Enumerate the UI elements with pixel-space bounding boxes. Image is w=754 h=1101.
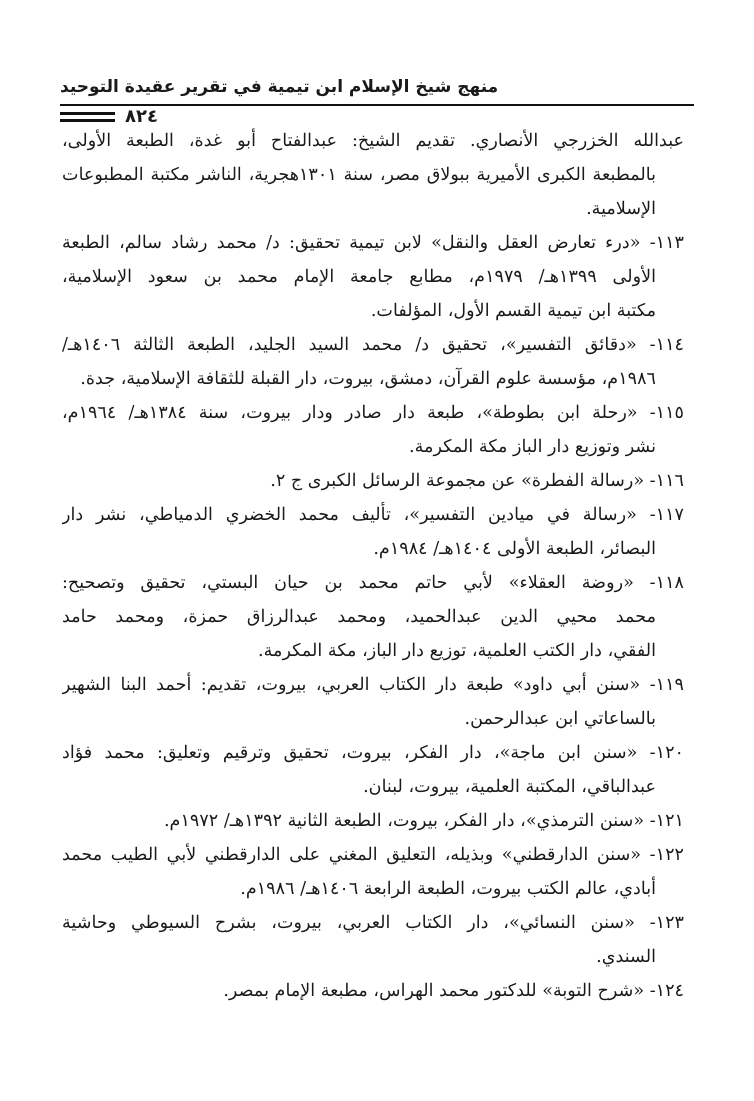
entry-line: ١١٧- «رسالة في ميادين التفسير»، تأليف محمد الخضري الدمياطي، نشر دار bbox=[62, 505, 684, 525]
entry-line: ١٢١- «سنن الترمذي»، دار الفكر، بيروت، الطبعة الثانية ١٣٩٢هـ/ ١٩٧٢م. bbox=[163, 811, 684, 831]
bibliography-entry bbox=[62, 328, 684, 396]
running-title: منهج شيخ الإسلام ابن تيمية في تقرير عقيدة التوحيد bbox=[60, 77, 499, 97]
entry-line: مكتبة ابن تيمية القسم الأول، المؤلفات. bbox=[370, 301, 656, 321]
page-number: ٨٢٤ bbox=[125, 106, 158, 127]
bibliography-list bbox=[62, 124, 684, 1008]
entry-line: الأولى ١٣٩٩هـ/ ١٩٧٩م، مطابع جامعة الإمام محمد بن سعود الإسلامية، bbox=[62, 267, 656, 287]
entry-line: أبادي، عالم الكتب بيروت، الطبعة الرابعة ١٤٠٦هـ/ ١٩٨٦م. bbox=[240, 879, 656, 899]
entry-line: ١١٦- «رسالة الفطرة» عن مجموعة الرسائل الكبرى ج ٢. bbox=[270, 471, 684, 491]
entry-line: ١٩٨٦م، مؤسسة علوم القرآن، دمشق، بيروت، دار القبلة للثقافة الإسلامية، جدة. bbox=[80, 369, 656, 389]
entry-line: عبدالباقي، المكتبة العلمية، بيروت، لبنان. bbox=[363, 777, 656, 797]
page-header bbox=[60, 72, 694, 132]
entry-line: ١٢٤- «شرح التوبة» للدكتور محمد الهراس، مطبعة الإمام بمصر. bbox=[223, 981, 684, 1001]
bibliography-body bbox=[62, 124, 684, 1008]
bibliography-entry bbox=[62, 974, 684, 1008]
entry-line: ١٢٠- «سنن ابن ماجة»، دار الفكر، بيروت، تحقيق وترقيم وتعليق: محمد فؤاد bbox=[62, 743, 684, 763]
header-row bbox=[60, 72, 694, 102]
bibliography-entry bbox=[62, 906, 684, 974]
entry-line: ١١٥- «رحلة ابن بطوطة»، طبعة دار صادر ودار بيروت، سنة ١٣٨٤هـ/ ١٩٦٤م، bbox=[62, 403, 684, 423]
bibliography-entry bbox=[62, 226, 684, 328]
entry-line: السندي. bbox=[596, 947, 656, 967]
page-number-rules bbox=[60, 112, 115, 122]
entry-line: ١٢٣- «سنن النسائي»، دار الكتاب العربي، بيروت، بشرح السيوطي وحاشية bbox=[62, 913, 684, 933]
bibliography-entry bbox=[62, 804, 684, 838]
entry-line: محمد محيي الدين عبدالحميد، ومحمد عبدالرزاق حمزة، ومحمد حامد bbox=[62, 607, 656, 627]
bibliography-entry bbox=[62, 464, 684, 498]
bibliography-entry bbox=[62, 838, 684, 906]
entry-line: الإسلامية. bbox=[586, 199, 656, 219]
entry-line: نشر وتوزيع دار الباز مكة المكرمة. bbox=[409, 437, 656, 457]
bibliography-entry bbox=[62, 124, 684, 226]
entry-line: ١١٣- «درء تعارض العقل والنقل» لابن تيمية تحقيق: د/ محمد رشاد سالم، الطبعة bbox=[62, 233, 684, 253]
bibliography-entry bbox=[62, 668, 684, 736]
bibliography-entry bbox=[62, 498, 684, 566]
entry-line: ١٢٢- «سنن الدارقطني» وبذيله، التعليق المغني على الدارقطني لأبي الطيب محمد bbox=[62, 845, 684, 865]
entry-line: الفقي، دار الكتب العلمية، توزيع دار الباز، مكة المكرمة. bbox=[258, 641, 656, 661]
bibliography-entry bbox=[62, 736, 684, 804]
bibliography-entry bbox=[62, 566, 684, 668]
entry-line: ١١٩- «سنن أبي داود» طبعة دار الكتاب العربي، بيروت، تقديم: أحمد البنا الشهير bbox=[62, 675, 684, 695]
entry-line: ١١٨- «روضة العقلاء» لأبي حاتم محمد بن حيان البستي، تحقيق وتصحيح: bbox=[62, 573, 684, 593]
entry-line: بالمطبعة الكبرى الأميرية ببولاق مصر، سنة ١٣٠١هجرية، الناشر مكتبة المطبوعات bbox=[62, 165, 657, 185]
entry-line: بالساعاتي ابن عبدالرحمن. bbox=[464, 709, 656, 729]
bibliography-entry bbox=[62, 396, 684, 464]
entry-line: ١١٤- «دقائق التفسير»، تحقيق د/ محمد السيد الجليد، الطبعة الثالثة ١٤٠٦هـ/ bbox=[62, 335, 684, 355]
entry-line: عبدالله الخزرجي الأنصاري. تقديم الشيخ: عبدالفتاح أبو غدة، الطبعة الأولى، bbox=[62, 131, 684, 151]
entry-line: البصائر، الطبعة الأولى ١٤٠٤هـ/ ١٩٨٤م. bbox=[373, 539, 656, 559]
